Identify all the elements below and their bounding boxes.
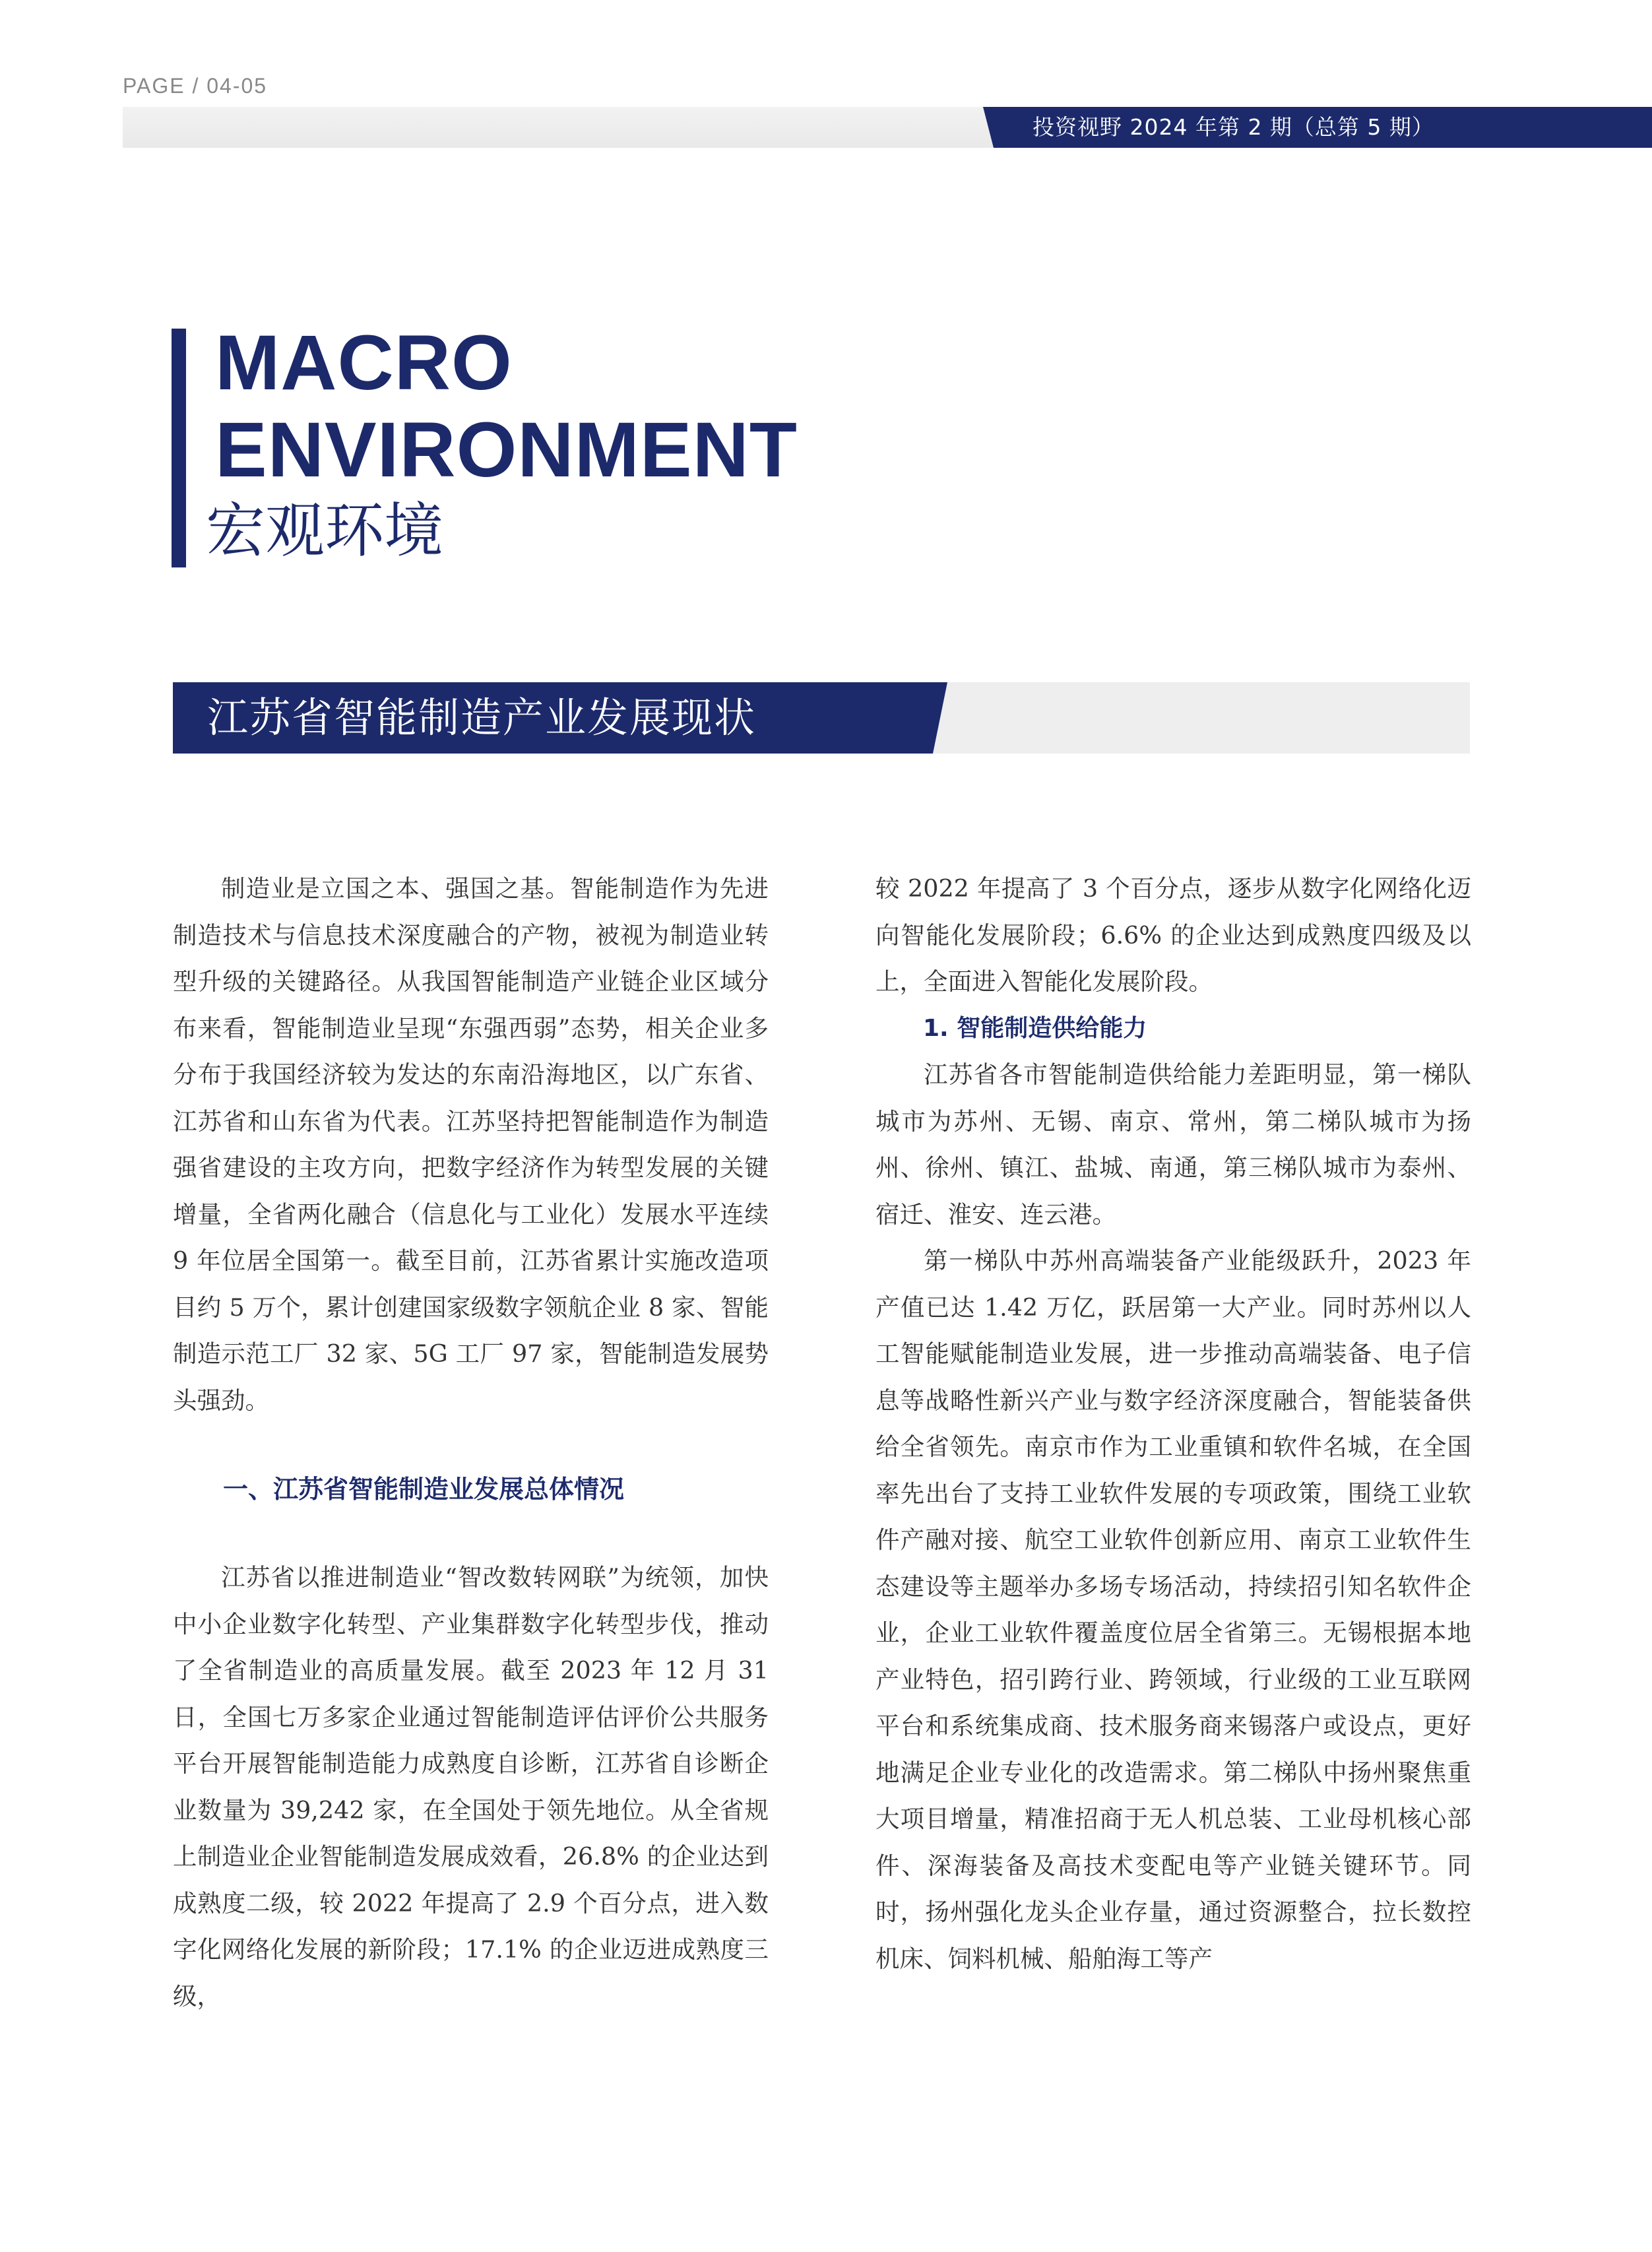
- section-title-en-line1: MACRO: [215, 319, 513, 406]
- intro-paragraph: 制造业是立国之本、强国之基。智能制造作为先进制造技术与信息技术深度融合的产物，被视为制造业转型升级的关键路径。从我国智能制造产业链企业区域分布来看，智能制造业呈现“东强西弱”态势，相关企业多分布于我国经济较为发达的东南沿海地区，以广东省、江苏省和山东省为代表。江苏坚持把智能制造作为制造强省建设的主攻方向，把数字经济作为转型发展的关键增量，全省两化融合（信息化与工业化）发展水平连续 9 年位居全国第一。截至目前，江苏省累计实施改造项目约 5 万个，累计创建国家级数字领航企业 8 家、智能制造示范工厂 32 家、5G 工厂 97 家，智能制造发展势头强劲。: [173, 874, 769, 1415]
- section-title-en-line2: ENVIRONMENT: [215, 406, 798, 494]
- publication-issue: 投资视野 2024 年第 2 期（总第 5 期）: [1032, 114, 1434, 140]
- page-number: PAGE / 04-05: [123, 74, 268, 98]
- article-title: 江苏省智能制造产业发展现状: [207, 693, 757, 742]
- section-title-en: [215, 319, 798, 494]
- first-tier-paragraph: 第一梯队中苏州高端装备产业能级跃升，2023 年产值已达 1.42 万亿，跃居第一大产业。同时苏州以人工智能赋能制造业发展，进一步推动高端装备、电子信息等战略性新兴产业与数字经济深度融合，智能装备供给全省领先。南京市作为工业重镇和软件名城，在全国率先出台了支持工业软件发展的专项政策，围绕工业软件产融对接、航空工业软件创新应用、南京工业软件生态建设等主题举办多场专场活动，持续招引知名软件企业，企业工业软件覆盖度位居全省第三。无锡根据本地产业特色，招引跨行业、跨领域，行业级的工业互联网平台和系统集成商、技术服务商来锡落户或设点，更好地满足企业专业化的改造需求。第二梯队中扬州聚焦重大项目增量，精准招商于无人机总装、工业母机核心部件、深海装备及高技术变配电等产业链关键环节。同时，扬州强化龙头企业存量，通过资源整合，拉长数控机床、饲料机械、船舶海工等产: [875, 1246, 1471, 1973]
- right-column: [875, 866, 1471, 1982]
- supply-tiers-paragraph: 江苏省各市智能制造供给能力差距明显，第一梯队城市为苏州、无锡、南京、常州，第二梯队城市为扬州、徐州、镇江、盐城、南通，第三梯队城市为泰州、宿迁、淮安、连云港。: [875, 1060, 1471, 1229]
- subsection-heading: 1. 智能制造供给能力: [923, 1014, 1147, 1042]
- left-column: [173, 866, 769, 2020]
- continued-paragraph: 较 2022 年提高了 3 个百分点，逐步从数字化网络化迈向智能化发展阶段；6.6% 的企业达到成熟度四级及以上，全面进入智能化发展阶段。: [875, 874, 1471, 996]
- title-accent-bar: [172, 329, 186, 567]
- section-heading: 一、江苏省智能制造业发展总体情况: [223, 1475, 625, 1504]
- section-paragraph: 江苏省以推进制造业“智改数转网联”为统领，加快中小企业数字化转型、产业集群数字化转型步伐，推动了全省制造业的高质量发展。截至 2023 年 12 月 31 日，全国七万多家企业通过智能制造评估评价公共服务平台开展智能制造能力成熟度自诊断，江苏省自诊断企业数量为 39,242 家，在全国处于领先地位。从全省规上制造业企业智能制造发展成效看，26.8% 的企业达到成熟度二级，较 2022 年提高了 2.9 个百分点，进入数字化网络化发展的新阶段；17.1% 的企业迈进成熟度三级，: [173, 1563, 769, 2011]
- section-title-cn: 宏观环境: [206, 496, 443, 565]
